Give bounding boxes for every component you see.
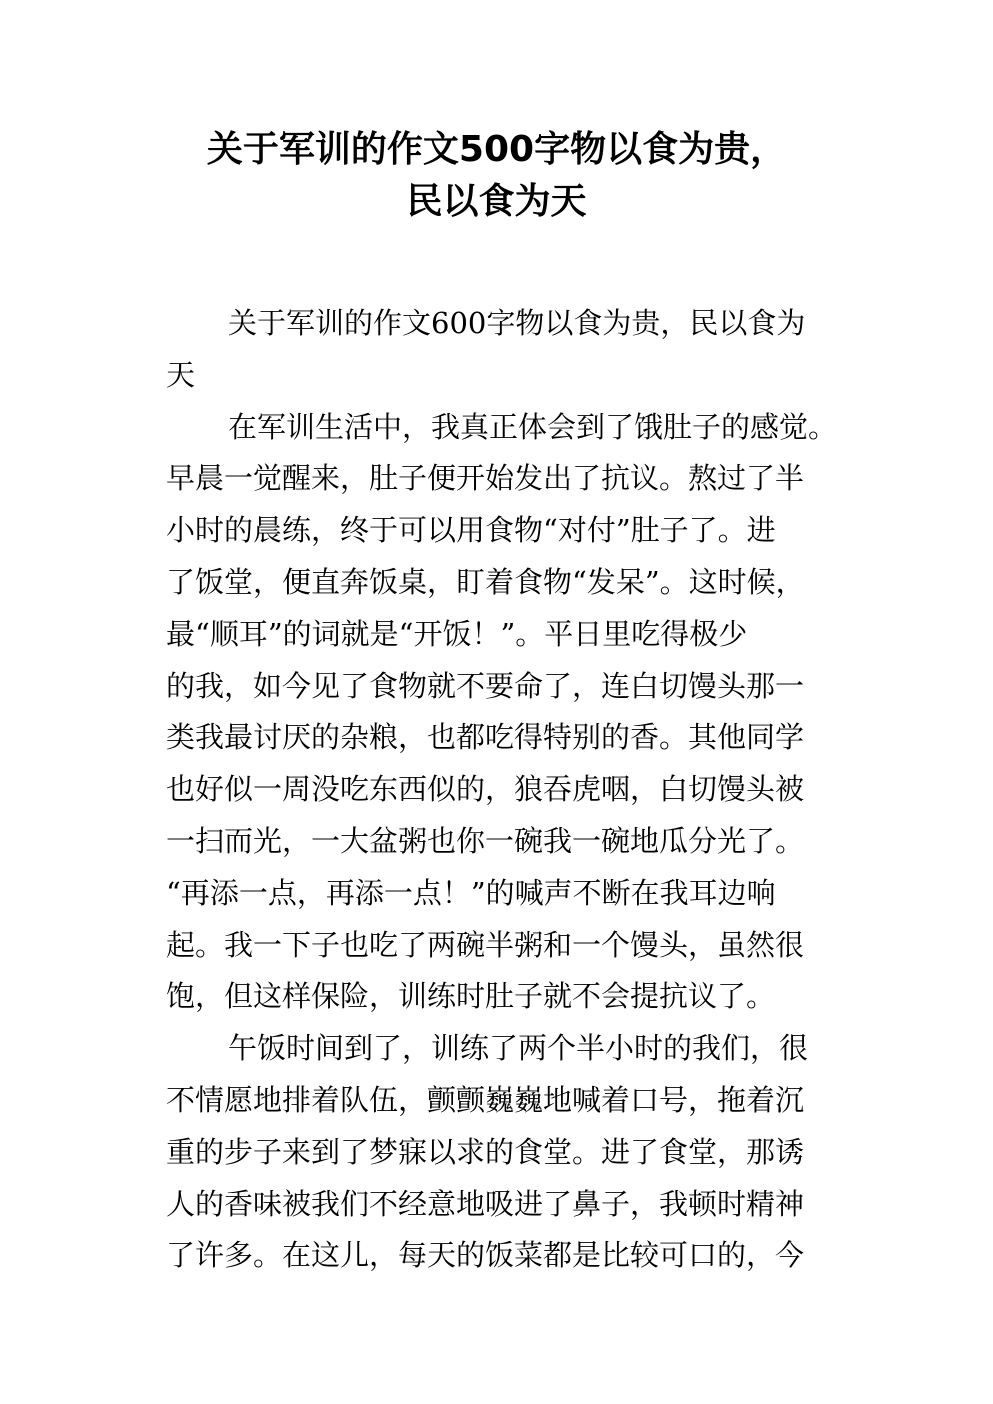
body-line: 小时的晨练，终于可以用食物“对付”肚子了。进 (166, 513, 776, 548)
title-line-1: 关于军训的作文500字物以食为贵， (206, 129, 787, 170)
body-line: 在军训生活中，我真正体会到了饿肚子的感觉。 (228, 409, 838, 444)
body-line: 重的步子来到了梦寐以求的食堂。进了食堂，那诱 (166, 1134, 805, 1169)
body-line: “再添一点，再添一点！”的喊声不断在我耳边响 (166, 875, 776, 910)
body-line: 一扫而光，一大盆粥也你一碗我一碗地瓜分光了。 (166, 823, 805, 858)
body-line: 起。我一下子也吃了两碗半粥和一个馒头，虽然很 (166, 927, 805, 962)
body-line: 人的香味被我们不经意地吸进了鼻子，我顿时精神 (166, 1186, 805, 1221)
document-body (166, 298, 846, 1282)
document-title (0, 124, 993, 228)
body-line: 天 (166, 357, 196, 392)
body-line: 也好似一周没吃东西似的，狼吞虎咽，白切馒头被 (166, 772, 805, 807)
body-line: 类我最讨厌的杂粮，也都吃得特别的香。其他同学 (166, 720, 805, 755)
body-line: 最“顺耳”的词就是“开饭！”。平日里吃得极少 (166, 616, 748, 651)
body-line: 了许多。在这儿，每天的饭菜都是比较可口的，今 (166, 1238, 805, 1273)
title-line-2: 民以食为天 (406, 181, 587, 222)
body-line: 饱，但这样保险，训练时肚子就不会提抗议了。 (166, 979, 776, 1014)
body-line: 的我，如今见了食物就不要命了，连白切馒头那一 (166, 668, 805, 703)
body-line: 不情愿地排着队伍，颤颤巍巍地喊着口号，拖着沉 (166, 1082, 805, 1117)
body-line: 了饭堂，便直奔饭桌，盯着食物“发呆”。这时候， (166, 564, 805, 599)
body-line: 关于军训的作文600字物以食为贵，民以食为 (228, 306, 806, 340)
body-line: 午饭时间到了，训练了两个半小时的我们，很 (228, 1031, 809, 1066)
body-line: 早晨一觉醒来，肚子便开始发出了抗议。熬过了半 (166, 461, 805, 496)
